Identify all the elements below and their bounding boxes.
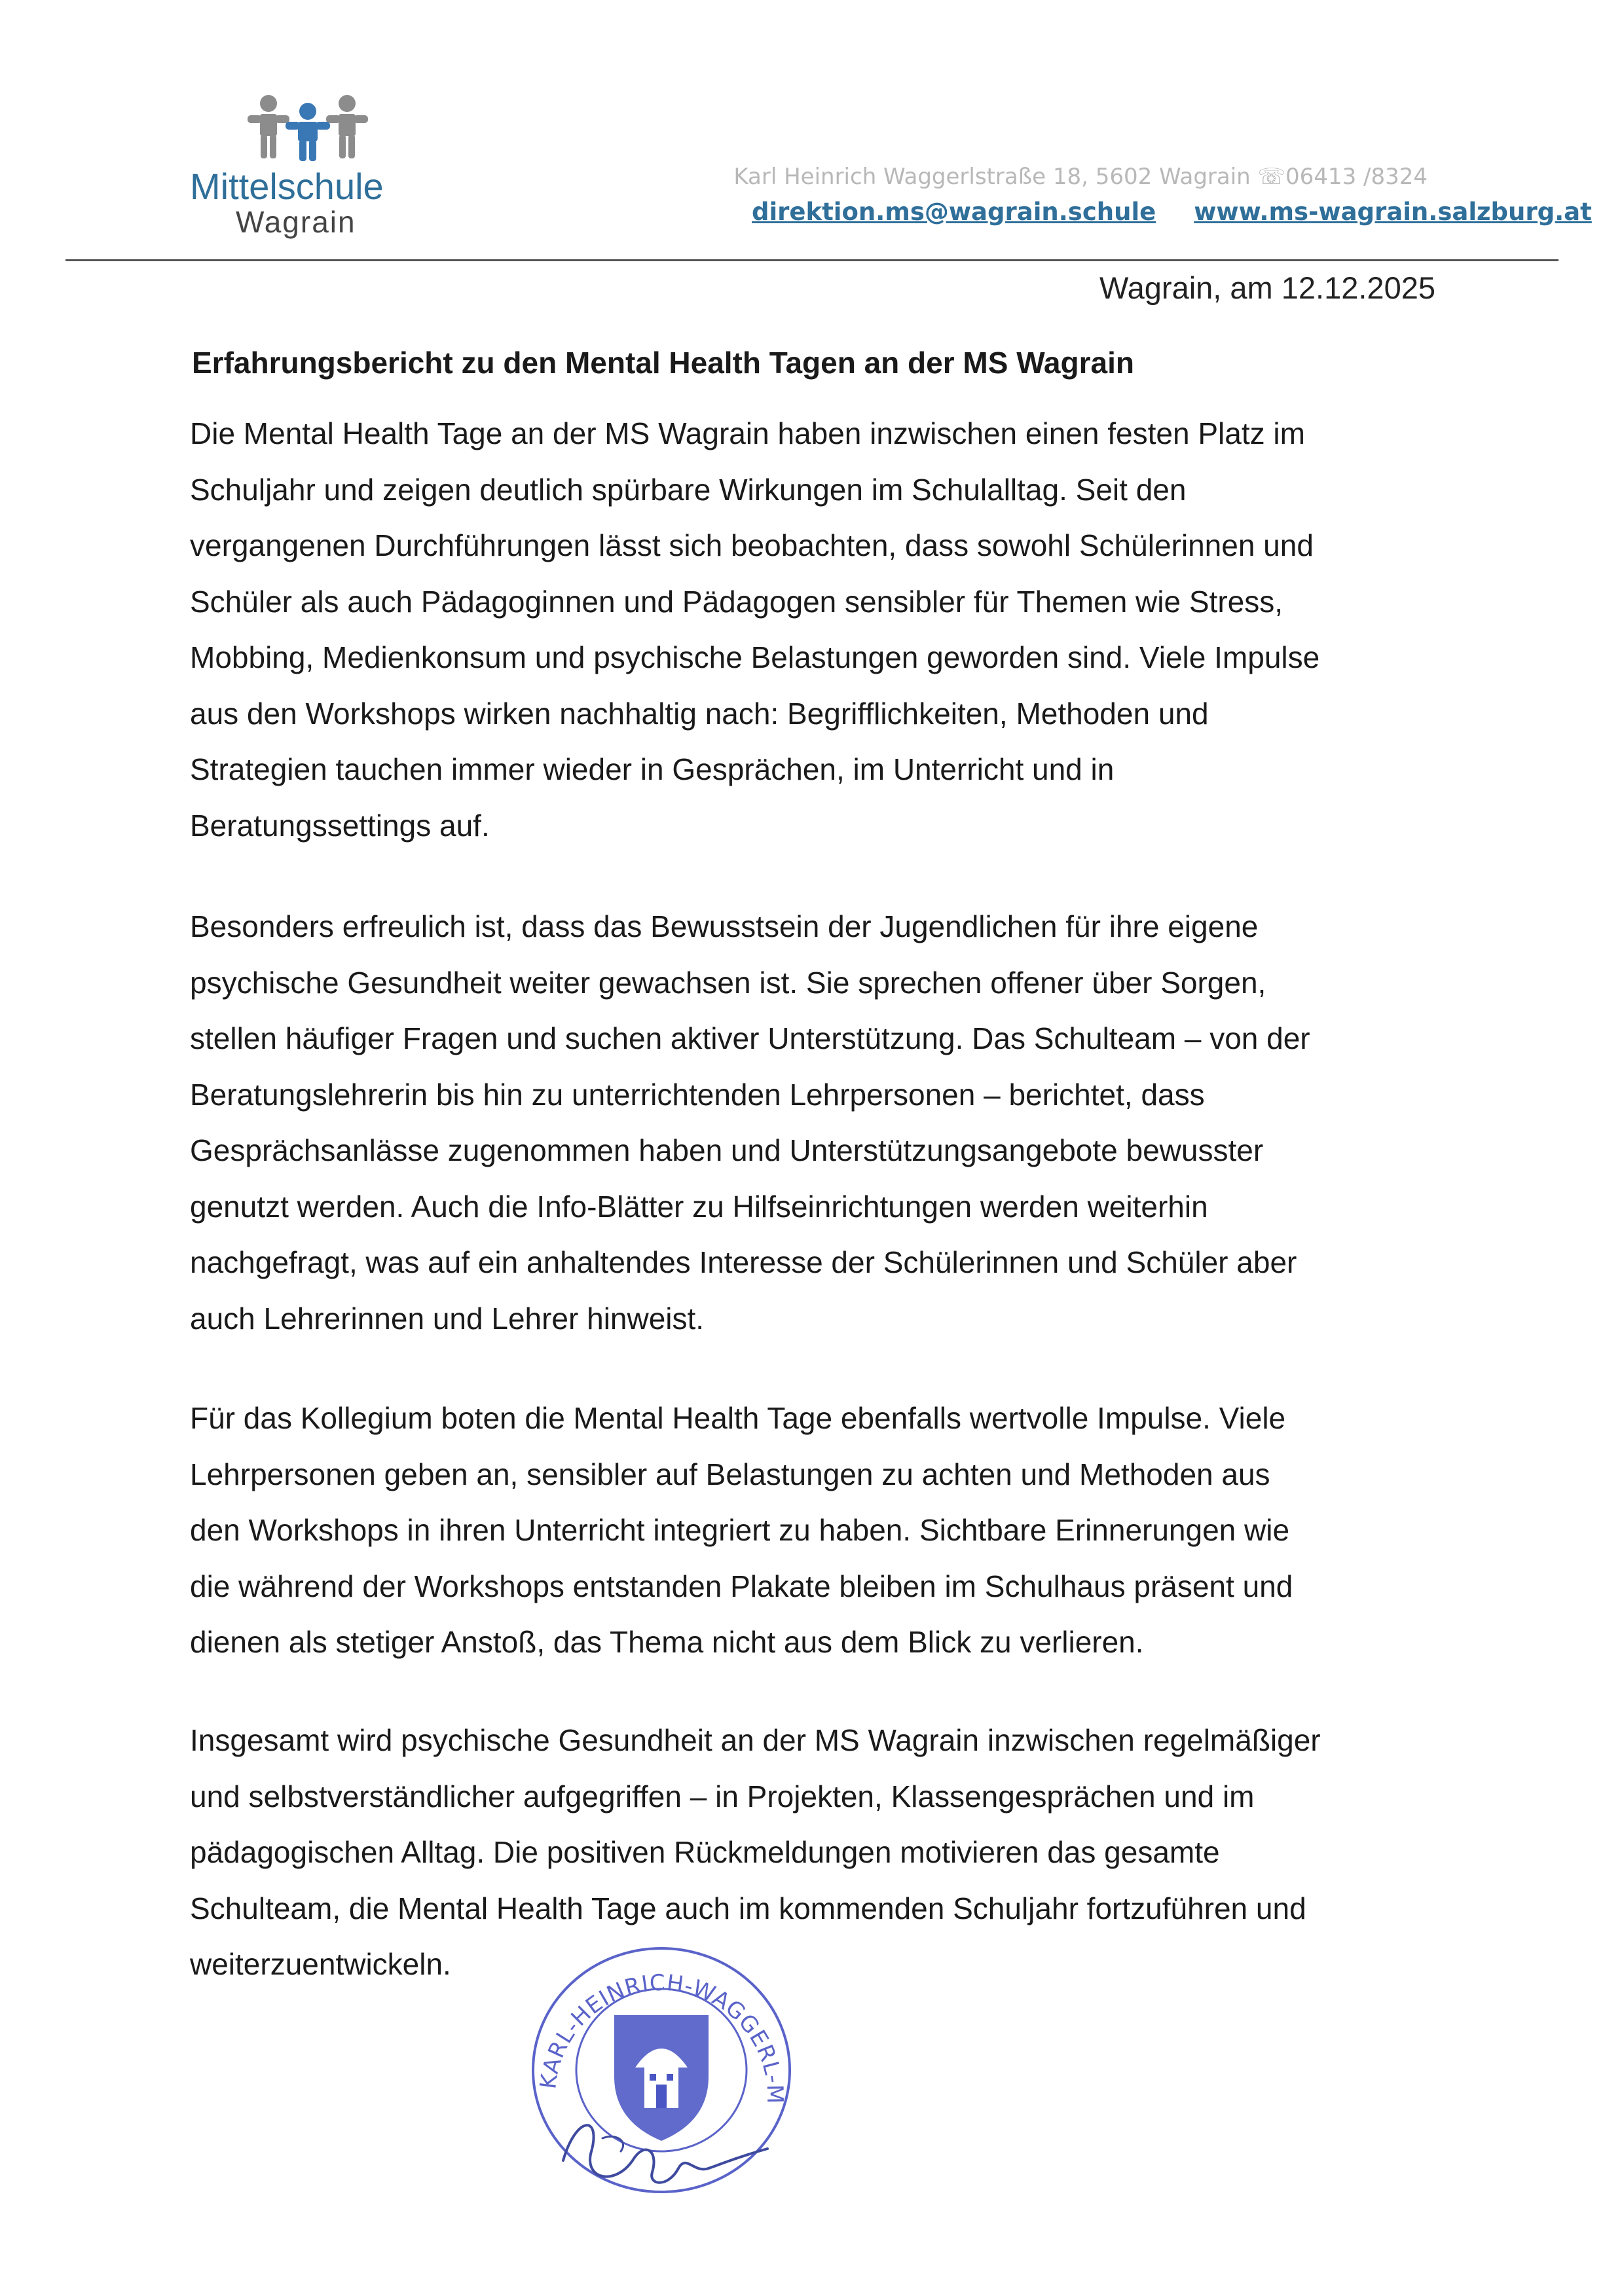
website-link[interactable]: www.ms-wagrain.salzburg.at <box>1194 198 1592 226</box>
school-logo <box>190 92 426 249</box>
letter-date: Wagrain, am 12.12.2025 <box>1099 270 1435 305</box>
school-address: Karl Heinrich Waggerlstraße 18, 5602 Wagrain ☏06413 /8324 <box>733 164 1428 190</box>
text-line: genutzt werden. Auch die Info-Blätter zu Hilfseinrichtungen werden weiterhin <box>190 1189 1208 1224</box>
paragraph-3 <box>190 1391 1486 1671</box>
text-line: die während der Workshops entstanden Plakate bleiben im Schulhaus präsent und <box>190 1569 1293 1603</box>
text-line: Besonders erfreulich ist, dass das Bewusstsein der Jugendlichen für ihre eigene <box>190 909 1259 943</box>
text-line: Schuljahr und zeigen deutlich spürbare Wirkungen im Schulalltag. Seit den <box>190 472 1187 507</box>
text-line: auch Lehrerinnen und Lehrer hinweist. <box>190 1301 705 1336</box>
text-line: nachgefragt, was auf ein anhaltendes Interesse der Schülerinnen und Schüler aber <box>190 1245 1297 1279</box>
paragraph-4 <box>190 1713 1486 1993</box>
text-line: dienen als stetiger Anstoß, das Thema nicht aus dem Blick zu verlieren. <box>190 1625 1144 1659</box>
text-line: Insgesamt wird psychische Gesundheit an der MS Wagrain inzwischen regelmäßiger <box>190 1723 1321 1757</box>
text-line: Schüler als auch Pädagoginnen und Pädagogen sensibler für Themen wie Stress, <box>190 584 1283 619</box>
text-line: Beratungssettings auf. <box>190 808 490 843</box>
text-line: weiterzuentwickeln. <box>190 1947 451 1981</box>
text-line: Gesprächsanlässe zugenommen haben und Unterstützungsangebote bewusster <box>190 1133 1264 1167</box>
paragraph-1 <box>190 406 1486 854</box>
logo-text-line1: Mittelschule <box>190 166 384 207</box>
stamp-seal-icon <box>504 1925 819 2200</box>
text-line: aus den Workshops wirken nachhaltig nach: Begrifflichkeiten, Methoden und <box>190 696 1209 731</box>
text-line: Lehrpersonen geben an, sensibler auf Belastungen zu achten und Methoden aus <box>190 1457 1270 1491</box>
text-line: den Workshops in ihren Unterricht integriert zu haben. Sichtbare Erinnerungen wie <box>190 1513 1290 1547</box>
text-line: vergangenen Durchführungen lässt sich beobachten, dass sowohl Schülerinnen und <box>190 528 1314 562</box>
text-line: Schulteam, die Mental Health Tage auch im kommenden Schuljahr fortzuführen und <box>190 1891 1306 1925</box>
school-stamp <box>504 1925 819 2200</box>
text-line: Für das Kollegium boten die Mental Health Tage ebenfalls wertvolle Impulse. Viele <box>190 1401 1286 1435</box>
logo-text-line2: Wagrain <box>236 205 356 239</box>
paragraph-2 <box>190 899 1486 1347</box>
text-line: und selbstverständlicher aufgegriffen – in Projekten, Klassengesprächen und im <box>190 1779 1255 1813</box>
text-line: psychische Gesundheit weiter gewachsen ist. Sie sprechen offener über Sorgen, <box>190 965 1266 1000</box>
document-title: Erfahrungsbericht zu den Mental Health Tagen an der MS Wagrain <box>192 346 1134 380</box>
text-line: pädagogischen Alltag. Die positiven Rückmeldungen motivieren das gesamte <box>190 1835 1220 1869</box>
contact-links <box>714 198 1592 226</box>
header-divider <box>65 259 1559 261</box>
email-link[interactable]: direktion.ms@wagrain.schule <box>752 198 1156 226</box>
text-line: Die Mental Health Tage an der MS Wagrain haben inzwischen einen festen Platz im <box>190 416 1305 450</box>
svg-text:KARL-HEINRICH-WAGGERL-MITTELSC: KARL-HEINRICH-WAGGERL-M <box>535 1969 788 2105</box>
text-line: stellen häufiger Fragen und suchen aktiver Unterstützung. Das Schulteam – von der <box>190 1021 1310 1055</box>
text-line: Mobbing, Medienkonsum und psychische Belastungen geworden sind. Viele Impulse <box>190 640 1320 674</box>
children-figures-icon <box>242 92 373 164</box>
text-line: Strategien tauchen immer wieder in Gesprächen, im Unterricht und in <box>190 752 1115 786</box>
text-line: Beratungslehrerin bis hin zu unterrichtenden Lehrpersonen – berichtet, dass <box>190 1077 1205 1112</box>
